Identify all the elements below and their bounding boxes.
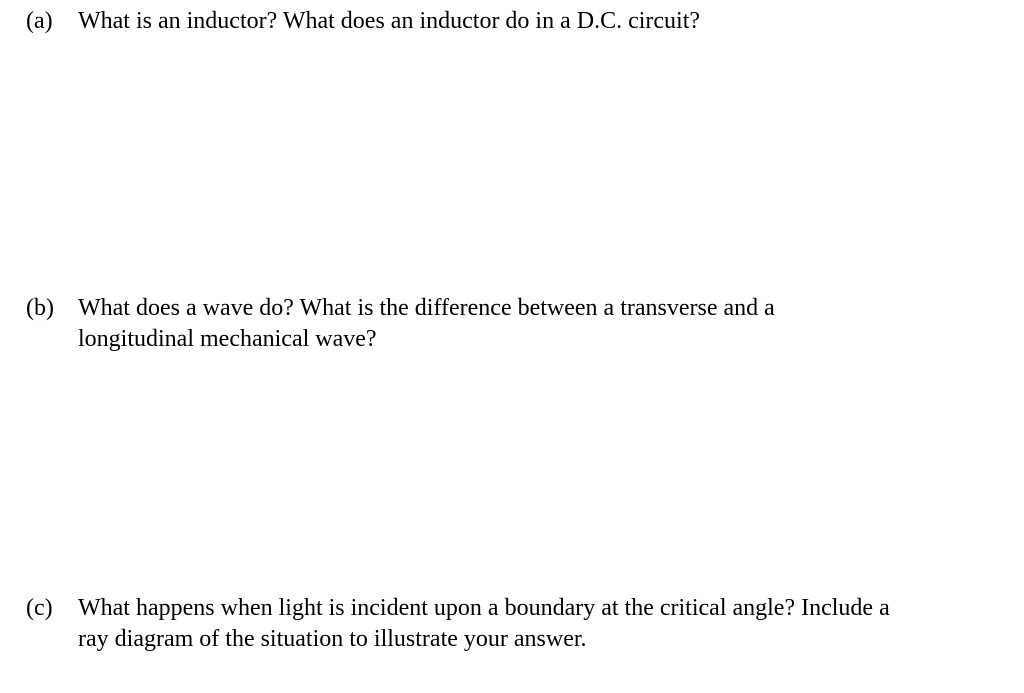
question-text [78,593,1006,655]
question-line: What is an inductor? What does an inductor do in a D.C. circuit? [78,8,701,34]
question-a [26,6,1006,37]
question-line: What happens when light is incident upon a boundary at the critical angle? Include a [78,595,890,621]
question-c [26,593,1006,655]
question-label: (a) [26,8,53,34]
question-line: longitudinal mechanical wave? [78,326,377,352]
question-text [78,6,1006,37]
question-line: ray diagram of the situation to illustrate your answer. [78,626,587,652]
question-label: (b) [26,295,54,321]
question-b [26,293,1006,355]
question-line: What does a wave do? What is the difference between a transverse and a [78,295,775,321]
question-label: (c) [26,595,53,621]
question-text [78,293,1006,355]
